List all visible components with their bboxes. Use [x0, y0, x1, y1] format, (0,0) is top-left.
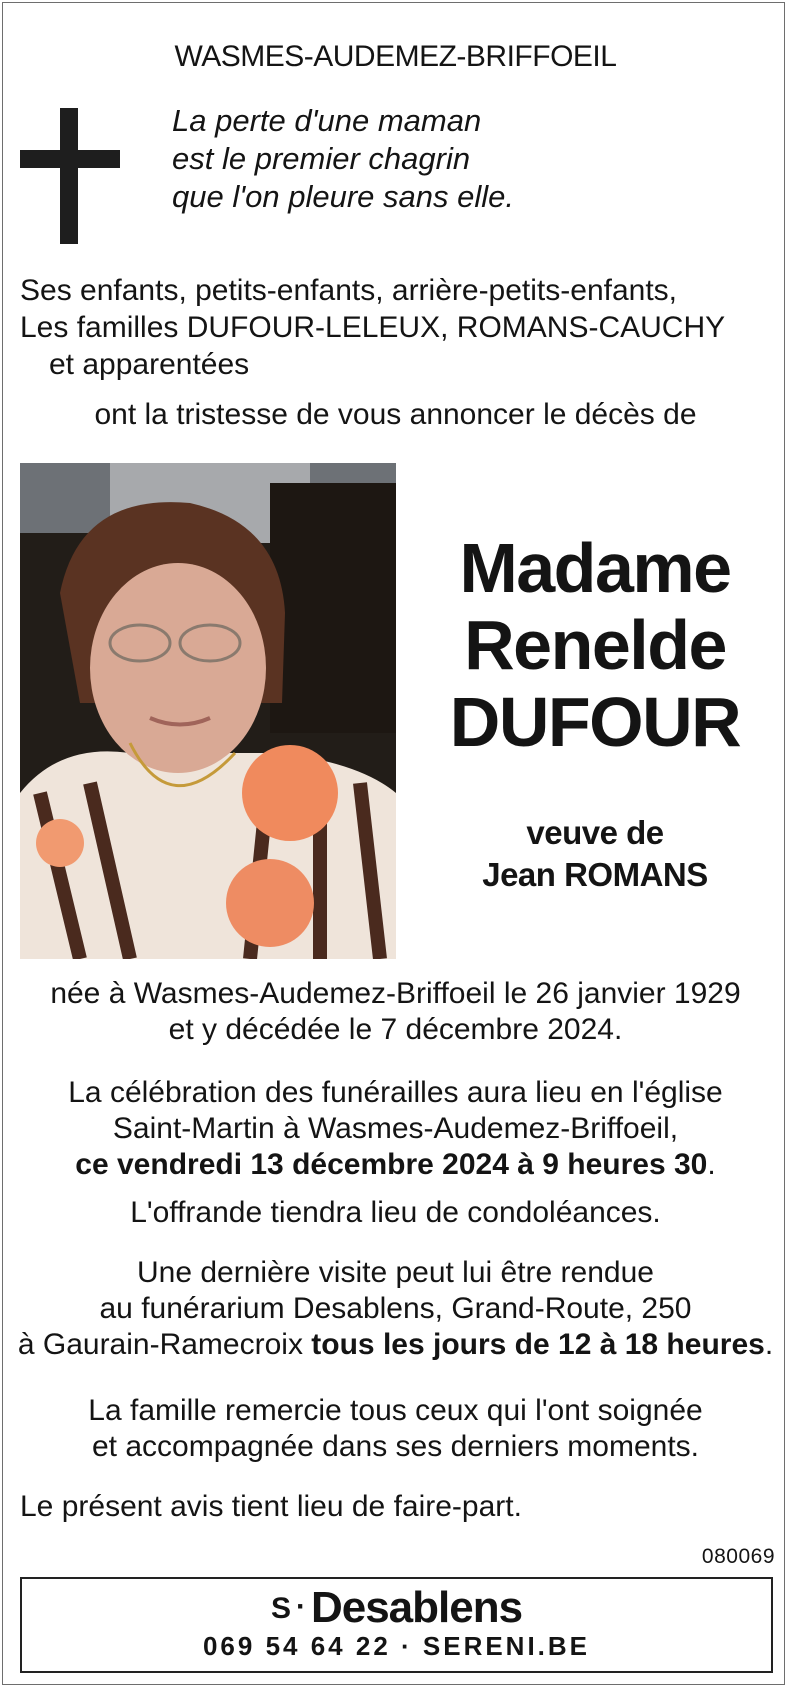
funeral-home-mark: S: [270, 1592, 290, 1625]
funeral-home-name: Desablens: [310, 1583, 523, 1632]
ceremony-date-end: .: [707, 1148, 716, 1181]
death-line: et y décédée le 7 décembre 2024.: [168, 1013, 623, 1046]
funeral-home-logo: [22, 1583, 771, 1633]
visit-hours: [0, 1327, 791, 1363]
ceremony-date: [0, 1147, 791, 1183]
memorial-poem: [172, 102, 514, 216]
offering-note: L'offrande tiendra lieu de condoléances.: [130, 1196, 661, 1229]
poem-line: est le premier chagrin: [172, 141, 471, 176]
ceremony-date-bold: ce vendredi 13 décembre 2024 à 9 heures 30: [75, 1148, 708, 1181]
notice-statement: Le présent avis tient lieu de faire-part.: [20, 1490, 522, 1523]
funeral-home-contact: 069 54 64 22 · SERENI.BE: [202, 1631, 591, 1661]
cross-icon: [60, 108, 78, 244]
visit-place: à Gaurain-Ramecroix: [17, 1328, 312, 1361]
widow-of-name: Jean ROMANS: [482, 856, 708, 893]
visit-hours-bold: tous les jours de 12 à 18 heures: [311, 1328, 765, 1361]
birth-line: née à Wasmes-Audemez-Briffoeil le 26 janvier 1929: [50, 977, 741, 1010]
deceased-name: [430, 530, 760, 761]
family-list: [20, 272, 725, 383]
ceremony-line: La célébration des funérailles aura lieu en l'église: [68, 1076, 723, 1109]
visit-line: Une dernière visite peut lui être rendue: [137, 1256, 654, 1289]
family-line: et apparentées: [49, 348, 250, 381]
reference-number: 080069: [701, 1545, 775, 1568]
deceased-last-name: DUFOUR: [449, 683, 741, 761]
visit-line: au funérarium Desablens, Grand-Route, 250: [99, 1292, 692, 1325]
deceased-portrait: [20, 463, 396, 959]
thanks-line: et accompagnée dans ses derniers moments.: [92, 1430, 699, 1463]
thanks-message: [0, 1393, 791, 1465]
ceremony-info: [0, 1075, 791, 1183]
cross-icon-bar: [20, 150, 120, 168]
announcement-text: ont la tristesse de vous annoncer le décès de: [94, 398, 697, 431]
visit-hours-end: .: [764, 1328, 774, 1361]
family-line: Les familles DUFOUR-LELEUX, ROMANS-CAUCHY: [20, 311, 726, 344]
widow-of: [430, 812, 760, 896]
location-header: WASMES-AUDEMEZ-BRIFFOEIL: [174, 40, 617, 73]
funeral-home-banner: [20, 1577, 773, 1673]
family-line: Ses enfants, petits-enfants, arrière-petits-enfants,: [20, 274, 677, 307]
deceased-title: Madame: [459, 529, 731, 607]
widow-of-label: veuve de: [526, 814, 664, 851]
funeral-home-separator: ·: [295, 1590, 305, 1623]
poem-line: La perte d'une maman: [172, 103, 482, 138]
visit-info: [0, 1255, 791, 1363]
thanks-line: La famille remercie tous ceux qui l'ont soignée: [88, 1394, 703, 1427]
poem-line: que l'on pleure sans elle.: [172, 179, 514, 214]
ceremony-line: Saint-Martin à Wasmes-Audemez-Briffoeil,: [112, 1112, 679, 1145]
birth-death-info: [0, 976, 791, 1048]
deceased-first-name: Renelde: [464, 606, 726, 684]
